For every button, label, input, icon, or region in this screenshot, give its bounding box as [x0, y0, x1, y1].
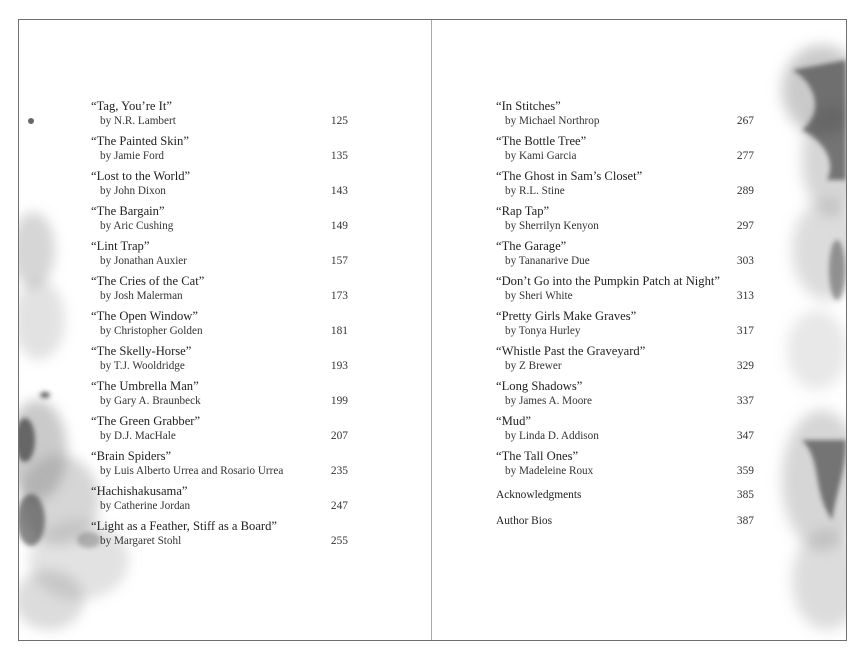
- story-author: by Sheri White: [505, 290, 573, 302]
- page-number: 385: [736, 489, 754, 501]
- toc-entry[interactable]: [496, 309, 754, 344]
- toc-entry[interactable]: [496, 449, 754, 484]
- toc-entry[interactable]: [496, 344, 754, 379]
- page-number: 149: [330, 220, 348, 232]
- page-number: 193: [330, 360, 348, 372]
- story-author: by Madeleine Roux: [505, 465, 594, 477]
- story-title: “The Bottle Tree”: [496, 134, 587, 148]
- story-author: by D.J. MacHale: [100, 430, 176, 442]
- page-number: 125: [330, 115, 348, 127]
- story-title: “The Painted Skin”: [91, 134, 189, 148]
- story-title: “The Garage”: [496, 239, 567, 253]
- page-number: 181: [330, 325, 348, 337]
- toc-entry[interactable]: [496, 169, 754, 204]
- story-author: by Linda D. Addison: [505, 430, 599, 442]
- toc-entry[interactable]: [91, 134, 348, 169]
- story-title: “Rap Tap”: [496, 204, 550, 218]
- page-number: 135: [330, 150, 348, 162]
- story-author: by Kami Garcia: [505, 150, 577, 162]
- story-title: “The Umbrella Man”: [91, 379, 199, 393]
- toc-entry[interactable]: [91, 99, 348, 134]
- story-title: “The Bargain”: [91, 204, 165, 218]
- story-title: “The Skelly-Horse”: [91, 344, 192, 358]
- story-author: by T.J. Wooldridge: [100, 360, 185, 372]
- page-number: 199: [330, 395, 348, 407]
- story-author: by Jamie Ford: [100, 150, 165, 162]
- story-author: by Z Brewer: [505, 360, 562, 372]
- toc-entry[interactable]: [91, 379, 348, 414]
- page-number: 235: [330, 465, 348, 477]
- page-number: 207: [330, 430, 348, 442]
- page-number: 173: [330, 290, 348, 302]
- story-title: “Whistle Past the Graveyard”: [496, 344, 646, 358]
- story-title: “Lint Trap”: [91, 239, 150, 253]
- toc-entry[interactable]: [496, 274, 754, 309]
- story-title: “Mud”: [496, 414, 531, 428]
- toc-entry[interactable]: [496, 134, 754, 169]
- toc-entry[interactable]: [91, 449, 348, 484]
- page-number: 347: [736, 430, 754, 442]
- page-number: 317: [736, 325, 754, 337]
- story-title: “Pretty Girls Make Graves”: [496, 309, 637, 323]
- page-number: 255: [330, 535, 348, 547]
- story-title: “The Ghost in Sam’s Closet”: [496, 169, 643, 183]
- toc-entry[interactable]: [496, 414, 754, 449]
- story-author: by Tonya Hurley: [505, 325, 581, 337]
- story-title: Author Bios: [496, 515, 553, 527]
- page-number: 297: [736, 220, 754, 232]
- toc-entry[interactable]: [91, 519, 348, 554]
- toc-left-list: [91, 99, 348, 554]
- story-author: by James A. Moore: [505, 395, 593, 407]
- story-author: by Josh Malerman: [100, 290, 183, 302]
- page-number: 289: [736, 185, 754, 197]
- story-author: by John Dixon: [100, 185, 166, 197]
- toc-entry[interactable]: [496, 379, 754, 414]
- page-number: 143: [330, 185, 348, 197]
- story-title: Acknowledgments: [496, 489, 582, 501]
- toc-entry[interactable]: [91, 169, 348, 204]
- story-title: “The Open Window”: [91, 309, 198, 323]
- toc-right-list: [496, 99, 754, 536]
- toc-entry[interactable]: [496, 204, 754, 239]
- toc-entry[interactable]: [496, 510, 754, 536]
- story-title: “Don’t Go into the Pumpkin Patch at Night”: [496, 274, 720, 288]
- story-author: by Christopher Golden: [100, 325, 203, 337]
- page-number: 247: [330, 500, 348, 512]
- story-author: by Jonathan Auxier: [100, 255, 187, 267]
- page-number: 387: [736, 515, 754, 527]
- toc-entry[interactable]: [91, 204, 348, 239]
- toc-entry[interactable]: [91, 344, 348, 379]
- story-author: by Margaret Stohl: [100, 535, 182, 547]
- story-title: “The Tall Ones”: [496, 449, 579, 463]
- story-title: “The Green Grabber”: [91, 414, 201, 428]
- story-author: by Sherrilyn Kenyon: [505, 220, 599, 232]
- page-number: 359: [736, 465, 754, 477]
- book-spread: [18, 19, 847, 641]
- story-author: by Aric Cushing: [100, 220, 174, 232]
- page-number: 337: [736, 395, 754, 407]
- left-page: [19, 20, 431, 640]
- page-number: 267: [736, 115, 754, 127]
- story-author: by Tananarive Due: [505, 255, 590, 267]
- story-title: “Hachishakusama”: [91, 484, 188, 498]
- story-author: by Luis Alberto Urrea and Rosario Urrea: [100, 465, 284, 477]
- story-author: by N.R. Lambert: [100, 115, 176, 127]
- story-author: by Catherine Jordan: [100, 500, 191, 512]
- story-title: “The Cries of the Cat”: [91, 274, 205, 288]
- toc-entry[interactable]: [91, 309, 348, 344]
- toc-entry[interactable]: [91, 414, 348, 449]
- story-title: “Lost to the World”: [91, 169, 191, 183]
- toc-entry[interactable]: [91, 484, 348, 519]
- page-number: 329: [736, 360, 754, 372]
- page-number: 277: [736, 150, 754, 162]
- toc-entry[interactable]: [496, 99, 754, 134]
- story-title: “Light as a Feather, Stiff as a Board”: [91, 519, 278, 533]
- story-title: “Tag, You’re It”: [91, 99, 172, 113]
- story-title: “In Stitches”: [496, 99, 561, 113]
- right-page: [432, 20, 846, 640]
- toc-entry[interactable]: [91, 274, 348, 309]
- story-author: by Gary A. Braunbeck: [100, 395, 201, 407]
- toc-entry[interactable]: [496, 484, 754, 510]
- story-title: “Long Shadows”: [496, 379, 583, 393]
- toc-entry[interactable]: [496, 239, 754, 274]
- page-number: 313: [736, 290, 754, 302]
- toc-entry[interactable]: [91, 239, 348, 274]
- page-number: 157: [330, 255, 348, 267]
- story-author: by Michael Northrop: [505, 115, 600, 127]
- page-number: 303: [736, 255, 754, 267]
- story-title: “Brain Spiders”: [91, 449, 172, 463]
- story-author: by R.L. Stine: [505, 185, 565, 197]
